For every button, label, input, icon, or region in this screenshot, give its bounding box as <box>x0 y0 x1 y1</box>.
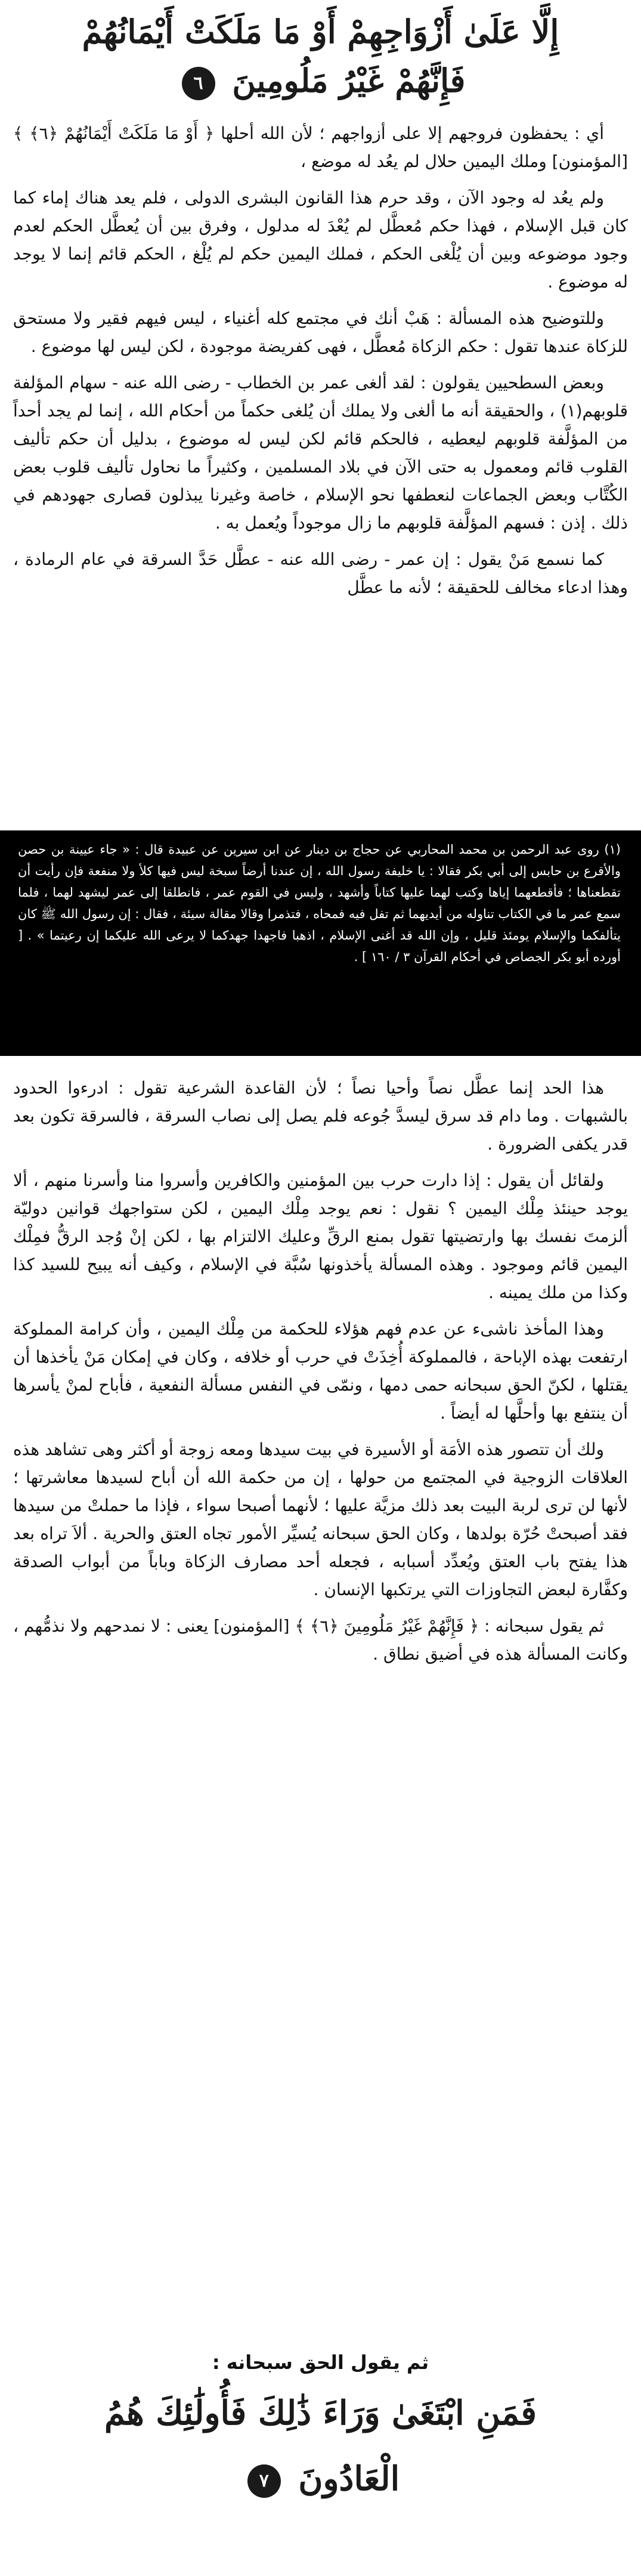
paragraph: ولم يعُد له وجود الآن ، وقد حرم هذا القانون البشرى الدولى ، فلم يعد هناك إماء كما كان قبل الإسلام ، فهذا حكم مُعطَّل لم يُعْدَ له مدلول ، وفرق بين أن يُعطَّل الحكم لعدم وجود موضوعه وبين أن يُلْغى الحكم ، فملك اليمين حكم لم يُلْغ ، الحكم قائم إنما لا يوجد له موضوع . <box>13 188 628 292</box>
paragraph: هذا الحد إنما عطَّل نصاً وأحيا نصاً ؛ لأن القاعدة الشرعية تقول : ادرءوا الحدود بالشبهات . وما دام قد سرق ليسدَّ جُوعه فلم يصل إلى نصاب السرقة ، فالسرقة تكون بعد قدر يكفى الضرورة . <box>13 1078 628 1154</box>
paragraph: وللتوضيح هذه المسألة : هَبْ أنك في مجتمع كله أغنياء ، ليس فيهم فقير ولا مستحق للزكاة عندها تقول : حكم الزكاة مُعطَّل ، فهى كفريضة موجودة ، لكن ليس لها موضوع . <box>13 308 628 356</box>
paragraph: ولك أن تتصور هذه الأمَة أو الأسيرة في بيت سيدها ومعه زوجة أو أكثر وهى تشاهد هذه العلاقات الزوجية في المجتمع من حولها ، إن من حكمة الله أن أباح لسيدها معاشرتها ؛ لأنها لن ترى لربة البيت بعد ذلك مزيَّة عليها ؛ لأنهما أصبحا سواء ، فإذا ما حملتْ من سيدها فقد أصبحتْ حُرّة بولدها ، وكان الحق سبحانه يُسيِّر الأمور تجاه العتق والحرية . ألاَ تراه بعد هذا يفتح باب العتق ويُعدِّد أسبابه ، فجعله أحد مصارف الزكاة وباباً من أبواب الصدقة وكفَّارة لبعض التجاوزات التي يرتكبها الإنسان . <box>13 1440 628 1599</box>
footnote-box <box>0 830 641 1056</box>
paragraph: كما نسمع مَنْ يقول : إن عمر - رضى الله عنه - عطَّل حَدَّ السرقة في عام الرمادة ، وهذا ادعاء مخالف للحقيقة ؛ لأنه ما عطَّل <box>13 549 628 597</box>
section-heading: ثم يقول الحق سبحانه : <box>212 2351 429 2374</box>
verse-top-line2-row <box>60 56 581 105</box>
verse-banner-bottom <box>60 2380 581 2498</box>
paragraph: أي : يحفظون فروجهم إلا على أزواجهم ؛ لأن الله أحلها ﴿ أَوْ مَا مَلَكَتْ أَيْمَانُهُمْ ﴿٦﴾ ﴾ [المؤمنون] وملك اليمين حلال لم يعُد له موضع ، <box>13 123 628 171</box>
verse-top-line1: إِلَّا عَلَىٰ أَزْوَاجِهِمْ أَوْ مَا مَلَكَتْ أَيْمَانُهُمْ <box>82 13 559 51</box>
paragraph: وبعض السطحيين يقولون : لقد ألغى عمر بن الخطاب - رضى الله عنه - سهام المؤلفة قلوبهم(١) ، والحقيقة أنه ما ألغى ولا يملك أن يُلغى حكماً من أحكام الله ، إنما لم يجد أحداً من المؤلَّفة قلوبهم ليعطيه ، فالحكم قائم لكن ليس له موضوع ، بدليل أن حكم تأليف القلوب قائم ومعمول به حتى الآن في بلاد المسلمين ، وكثيراً ما نحاول تأليف قلوب بعض الكُتَّاب وبعض الجماعات لنعطفها نحو الإسلام ، خاصة وغيرنا يبذلون قصارى جهودهم في ذلك . إذن : فسهم المؤلَّفة قلوبهم ما زال موجوداً ويُعمل به . <box>13 373 628 533</box>
verse-banner-top <box>60 7 581 109</box>
verse-bottom-line1: فَمَنِ ابْتَغَىٰ وَرَاءَ ذَٰلِكَ فَأُولَٰئِكَ هُمُ الْعَادُونَ <box>104 2393 537 2498</box>
verse-bottom-row <box>60 2380 581 2512</box>
paragraph: وهذا المأخذ ناشىء عن عدم فهم هؤلاء للحكمة من مِلْك اليمين ، وأن كرامة المملوكة ارتفعت بهذه الإباحة ، فالمملوكة أُخِذَتْ في حرب أو خلافه ، وكان في إمكان مَنْ يأخذها أن يقتلها ، لكنّ الحق سبحانه حمى دمها ، ونمّى في النفس مسألة النفعية ، فأباح لمنْ يأسرها أن ينتفع بها وأحلَّها له أيضاً . <box>13 1319 628 1423</box>
text-section-b <box>13 1074 628 1668</box>
ayah-number-mark: ٦ <box>182 67 215 100</box>
footnote-text: (١) روى عبد الرحمن بن محمد المحاربي عن حجاج بن دينار عن ابن سيرين عن عبيدة قال : « جاء عيينة بن حصن والأقرع بن حابس إلى أبي بكر فقالا : يا خليفة رسول الله ، إن عندنا أرضاً سبخة ليس فيها كلأ ولا منفعة فإن رأيت أن تقطعناها ؛ فأقطعهما إياها وكتب لهما عليها كتاباً وأشهد ، وليس في القوم عمر ، فانطلقا إلى عمر ليشهد لهما ، فلما سمع عمر ما في الكتاب تناوله من أيديهما ثم تفل فيه فمحاه ، فتذمرا وقالا مقالة سيئة ، فقال : إن رسول الله ﷺ كان يتألفكما والإسلام يومئذ قليل ، وإن الله قد أغنى الإسلام ، اذهبا فاجهدا جهدكما لا يرعى الله عليكما إن رعيتما » . [ أورده أبو بكر الجصاص في أحكام القرآن ٣ / ١٦٠ ] . <box>18 842 621 964</box>
paragraph: ثم يقول سبحانه : ﴿ فَإِنَّهُمْ غَيْرُ مَلُومِينَ ﴿٦﴾ ﴾ [المؤمنون] يعنى : لا نمدحهم ولا نذمُّهم ، وكانت المسألة هذه في أضيق نطاق . <box>13 1616 628 1664</box>
verse-top-line2: فَإِنَّهُمْ غَيْرُ مَلُومِينَ <box>232 61 466 100</box>
text-section-a <box>13 119 628 601</box>
paragraph: ولقائل أن يقول : إذا دارت حرب بين المؤمنين والكافرين وأسروا منا وأسرنا منهم ، ألا يوجد حينئذ مِلْك اليمين ؟ نقول : نعم يوجد مِلْك اليمين ، لكن ستواجهك قوانين دوليّة ألزمتَ نفسك بها وارتضيتها تقول بمنع الرقِّ وعليك الالتزام بها ، لكن إنْ وُجد الرقُّ فمِلْك اليمين قائم وموجود . وهذه المسألة يأخذونها سُبَّة في الإسلام ، وكيف أنه يبيح للسيد كذا وكذا من ملك يمينه . <box>13 1170 628 1302</box>
ayah-number-mark: ٧ <box>247 2464 281 2498</box>
